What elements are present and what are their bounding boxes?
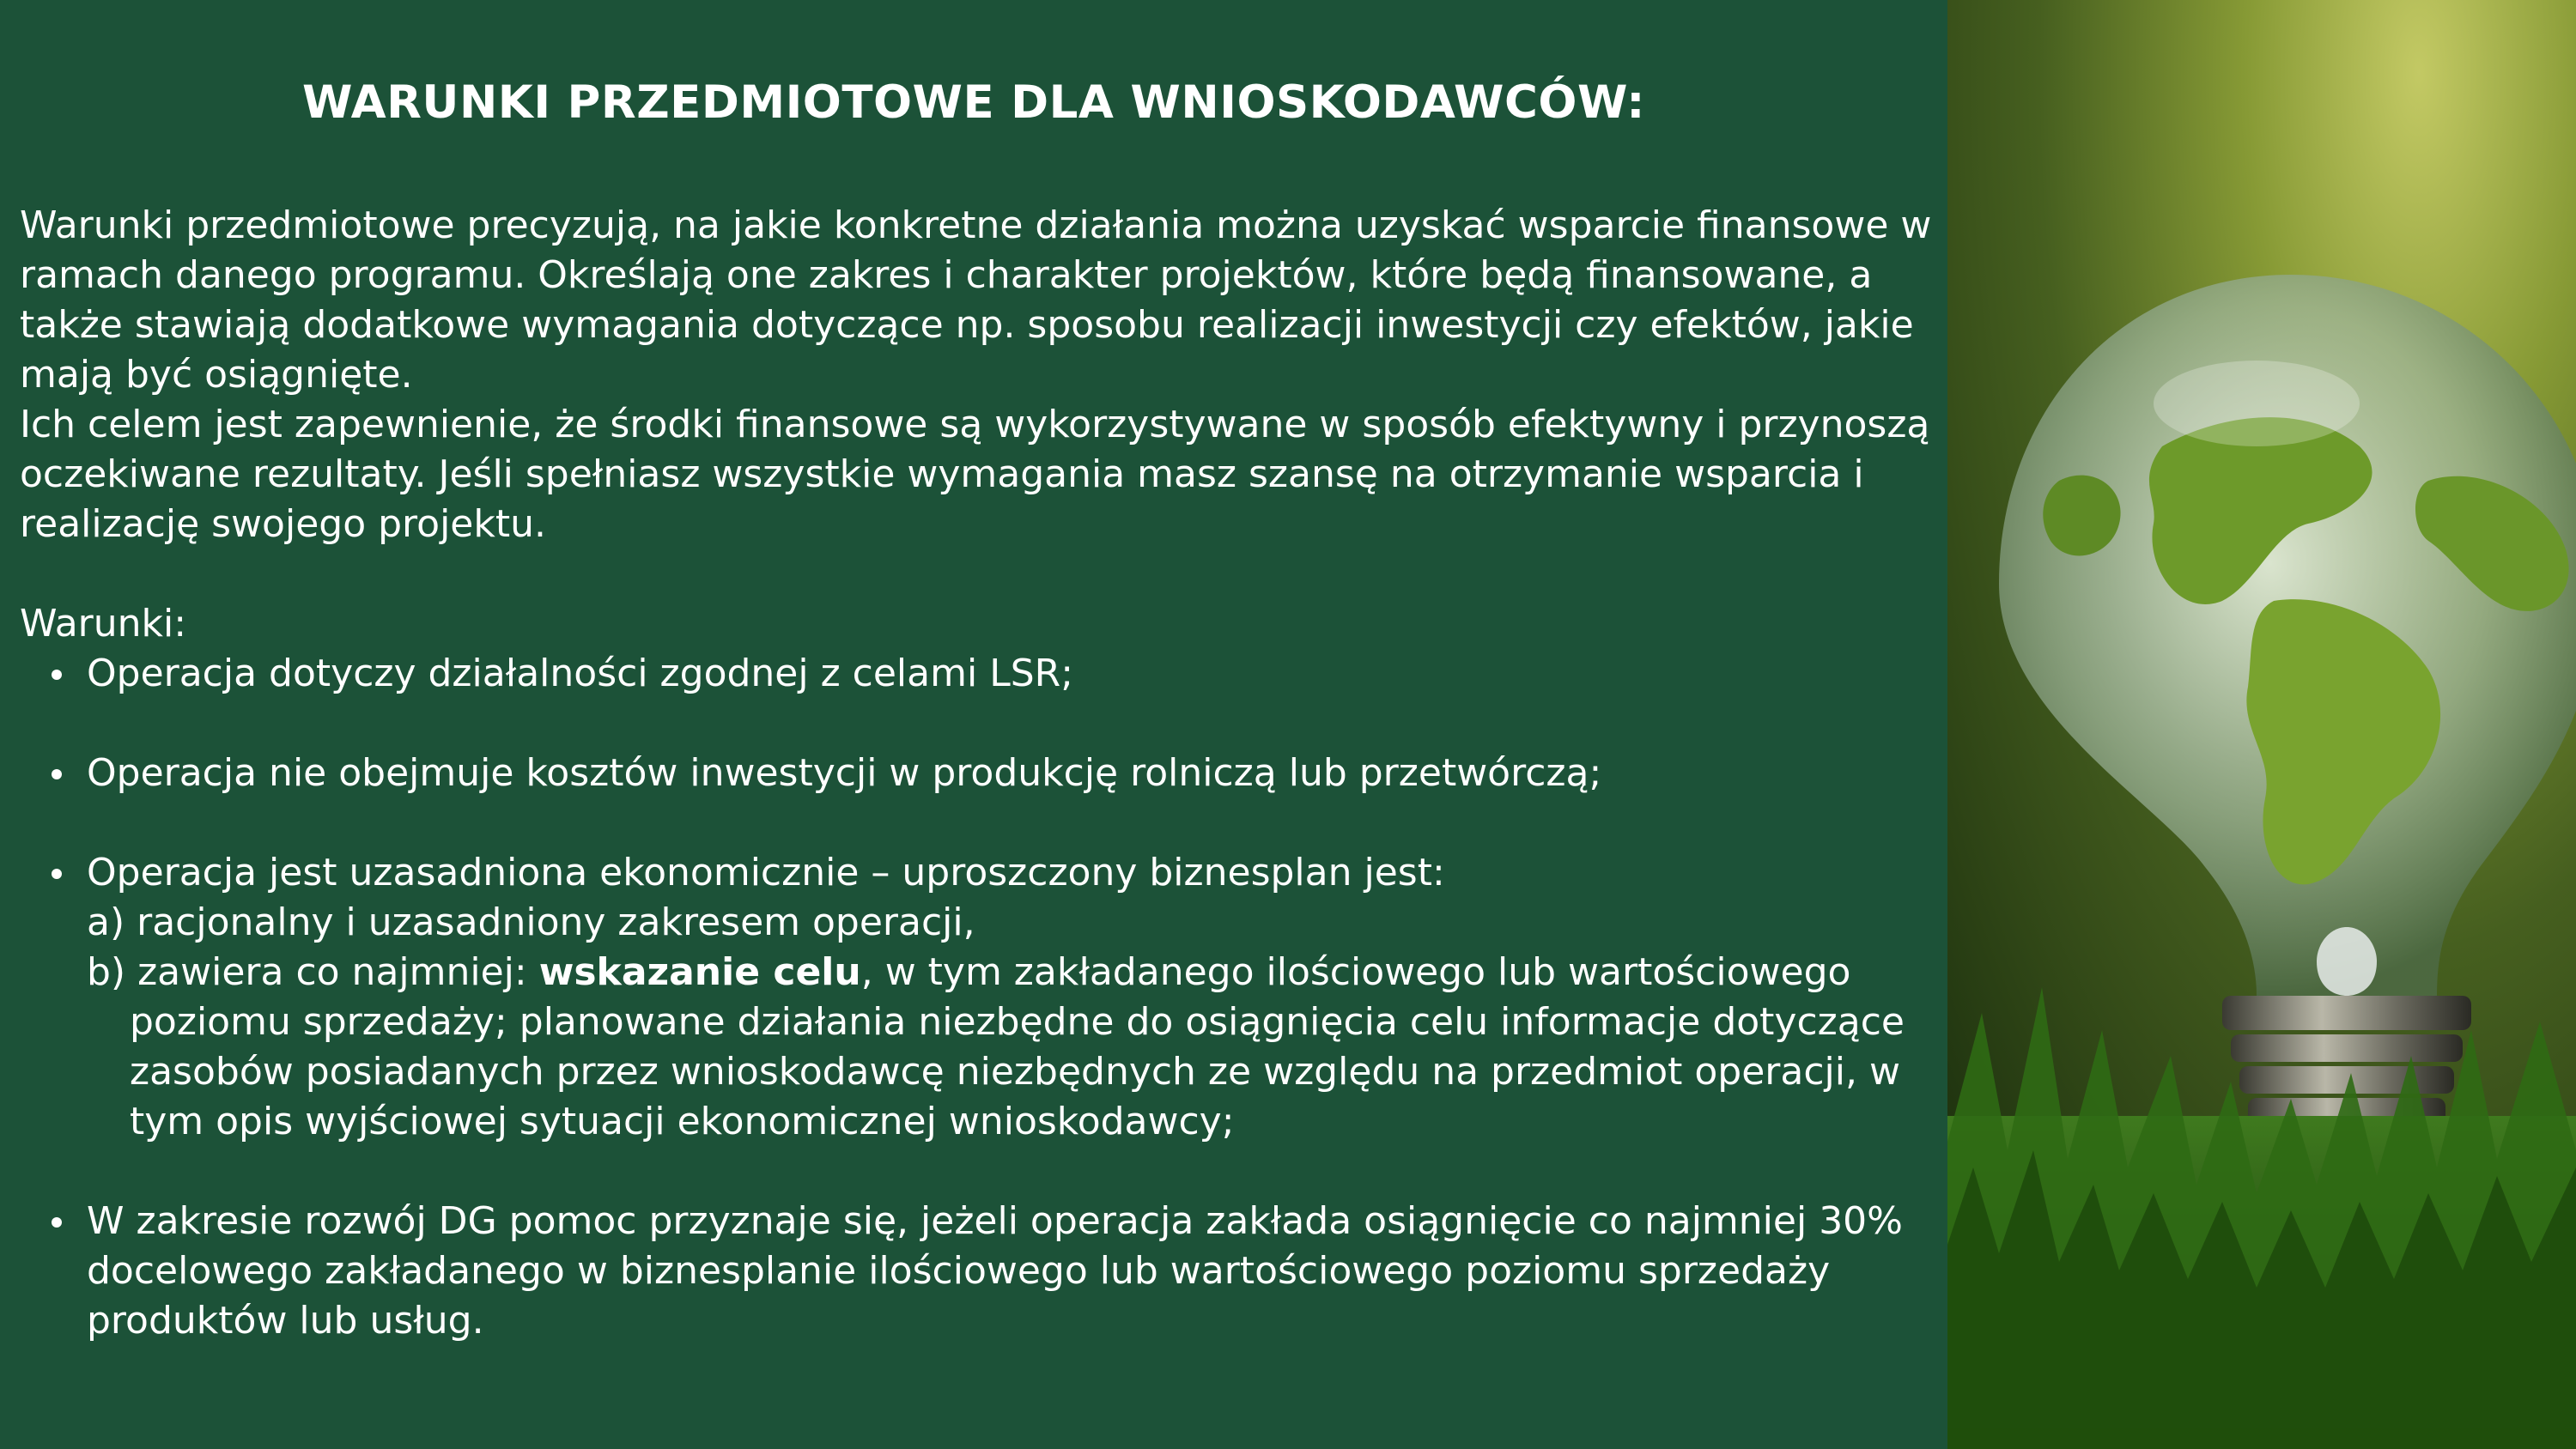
body-text: [20, 201, 1943, 1396]
condition-lead: Operacja jest uzasadniona ekonomicznie – uproszczony biznesplan jest:: [87, 851, 1445, 894]
conditions-label: Warunki:: [20, 602, 187, 646]
condition-text: W zakresie rozwój DG pomoc przyznaje się, jeżeli operacja zakłada osiągnięcie co najmniej 30% docelowego zakładanego w biznesplanie ilościowego lub wartościowego poziomu sprzedaży produktów lub usług.: [87, 1199, 1903, 1343]
sub-b-rest: , w tym zakładanego ilościowego lub wartościowego poziomu sprzedaży; planowane działania niezbędne do osiągnięcia celu informacje dotyczące zasobów posiadanych przez wnioskodawcę niezbędnych ze względu na przedmiot operacji, w tym opis wyjściowej sytuacji ekonomicznej wnioskodawcy;: [130, 950, 1905, 1143]
condition-sub-b: [87, 948, 1943, 1147]
condition-sub-a: a) racjonalny i uzasadniony zakresem operacji,: [87, 900, 975, 944]
globe-lightbulb-icon: [1947, 0, 2576, 1449]
list-item: [20, 649, 1943, 699]
list-item: [20, 749, 1943, 798]
list-item: [20, 1197, 1943, 1346]
conditions-list: [20, 649, 1943, 1346]
intro-paragraph-1: Warunki przedmiotowe precyzują, na jakie konkretne działania można uzyskać wsparcie finansowe w ramach danego programu. Określają one zakres i charakter projektów, które będą finansowane, a także stawiają dodatkowe wymagania dotyczące np. sposobu realizacji inwestycji czy efektów, jakie mają być osiągnięte.: [20, 203, 1932, 397]
spacer: [20, 549, 1943, 599]
condition-text: Operacja dotyczy działalności zgodnej z celami LSR;: [87, 652, 1074, 695]
sub-b-bold: wskazanie celu: [538, 950, 861, 994]
intro-paragraph-2: Ich celem jest zapewnienie, że środki finansowe są wykorzystywane w sposób efektywny i przynoszą oczekiwane rezultaty. Jeśli spełniasz wszystkie wymagania masz szansę na otrzymanie wsparcia i realizację swojego projektu.: [20, 403, 1930, 546]
condition-text: Operacja nie obejmuje kosztów inwestycji w produkcję rolniczą lub przetwórczą;: [87, 751, 1602, 795]
page-title: WARUNKI PRZEDMIOTOWE DLA WNIOSKODAWCÓW:: [302, 76, 1645, 129]
globe-lightbulb-image: [1947, 0, 2576, 1449]
list-item: [20, 848, 1943, 1147]
sub-b-prefix: b) zawiera co najmniej:: [87, 950, 539, 994]
